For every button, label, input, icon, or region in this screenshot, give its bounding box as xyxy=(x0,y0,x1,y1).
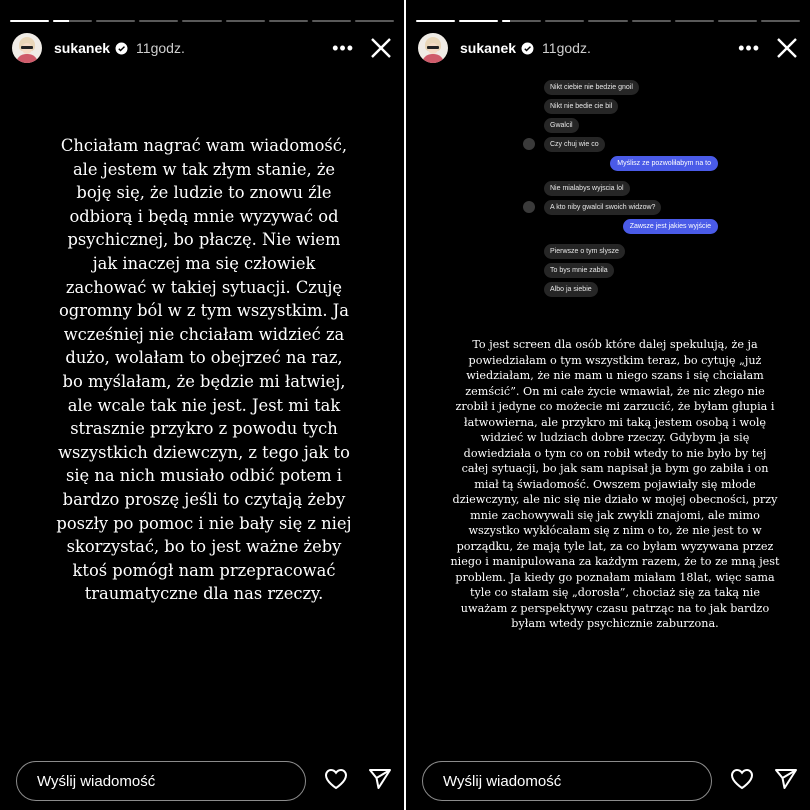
chat-message xyxy=(518,262,718,278)
chat-message xyxy=(518,79,718,95)
chat-message xyxy=(518,243,718,259)
received-bubble: Nie mialabys wyjscia lol xyxy=(544,181,630,196)
verified-icon xyxy=(521,42,534,55)
send-icon[interactable] xyxy=(774,768,798,795)
progress-segment xyxy=(182,20,221,22)
chat-message xyxy=(518,218,718,234)
username[interactable]: sukanek xyxy=(460,40,517,56)
progress-segment xyxy=(632,20,671,22)
progress-segment xyxy=(416,20,455,22)
more-icon[interactable]: ••• xyxy=(332,38,354,58)
progress-segment xyxy=(139,20,178,22)
progress-segment xyxy=(355,20,394,22)
story-text: Chciałam nagrać wam wiadomość, ale jestem w tak złym stanie, że boję się, że ludzie to znowu źle odbiorą i będą mnie wyzywać od psychicznej, bo płaczę. Nie wiem jak inaczej ma się człowiek zachować w takiej sytuacji. Czuję ogromny ból w z tym wszystkim. Ja wcześniej nie chciałam widzieć za dużo, wolałam to obejrzeć na raz, bo myślałam, że będzie mi łatwiej, ale wcale tak nie jest. Jest mi tak strasznie przykro z powodu tych wszystkich dziewczyn, z tego jak to się na nich musiało odbić potem i bardzo proszę jeśli to czytają żeby poszły po pomoc i nie bały się z niej skorzystać, bo to jest ważne żeby ktoś pomógł nam przepracować traumatyczne dla nas rzeczy. xyxy=(56,136,352,604)
chat-message xyxy=(518,281,718,297)
more-icon[interactable]: ••• xyxy=(738,38,760,58)
reply-input[interactable]: Wyślij wiadomość xyxy=(422,761,712,801)
story-header xyxy=(12,32,392,64)
received-bubble: Gwalcil xyxy=(544,118,579,133)
sent-bubble: Zawsze jest jakies wyjście xyxy=(623,219,718,234)
close-icon[interactable] xyxy=(370,37,392,59)
chat-message xyxy=(518,180,718,196)
received-bubble: Nikt nie bedie cie bil xyxy=(544,99,618,114)
story-progress-bar xyxy=(416,20,800,22)
received-bubble: A kto niby gwalcil swoich widzow? xyxy=(544,200,661,215)
progress-segment xyxy=(459,20,498,22)
progress-segment xyxy=(10,20,49,22)
reply-input[interactable]: Wyślij wiadomość xyxy=(16,761,306,801)
chat-avatar xyxy=(523,201,535,213)
heart-icon[interactable] xyxy=(730,768,754,795)
story-footer xyxy=(16,760,390,802)
post-time: 11godz. xyxy=(136,40,185,56)
avatar[interactable] xyxy=(418,33,448,63)
chat-message xyxy=(518,117,718,133)
heart-icon[interactable] xyxy=(324,768,348,795)
post-time: 11godz. xyxy=(542,40,591,56)
received-bubble: Nikt ciebie nie bedzie gnoil xyxy=(544,80,639,95)
chat-message xyxy=(518,98,718,114)
story-footer xyxy=(422,760,796,802)
chat-message xyxy=(518,136,718,152)
chat-avatar xyxy=(523,138,535,150)
chat-message xyxy=(518,155,718,171)
progress-segment xyxy=(502,20,541,22)
sent-bubble: Myślisz ze pozwoliłabym na to xyxy=(610,156,718,171)
progress-segment xyxy=(545,20,584,22)
verified-icon xyxy=(115,42,128,55)
story-text: To jest screen dla osób które dalej spekulują, że ja powiedziałam o tym wszystkim teraz, bo cytuję „już wiedziałam, że nie mam u niego szans i się chciałam zemścić”. On mi całe życie wmawiał, że nic złego nie zrobił i jedyne co możecie mi zarzucić, że byłam głupia i łatwowierna, ale przykro mi taką jestem osobą i wolę widzieć w ludziach dobre rzeczy. Gdybym ja się dowiedziała o tym co on robił wtedy to nie było by tej całej sytuacji, bo jak sam napisał ja bym go zabiła i on miał tą świadomość. Owszem pojawiały się młode dziewczyny, ale nic się nie działo w mojej obecności, przy mnie zachowywali się jak zwykli znajomi, ale mimo wszystko wykłócałam się z nim o to, że nie jest to w porządku, że mają tyle lat, za co byłam wyzywana przez niego i manipulowana za każdym razem, że to ze mną jest problem. Ja kiedy go poznałam miałam 18lat, więc sama tyle co stałam się „dorosła”, chociaż się za taką nie uważam z perspektywy czasu patrząc na to jak bardzo byłam wtedy psychicznie zaburzona. xyxy=(450,338,780,630)
progress-segment xyxy=(718,20,757,22)
progress-segment xyxy=(226,20,265,22)
username[interactable]: sukanek xyxy=(54,40,111,56)
close-icon[interactable] xyxy=(776,37,798,59)
story-panel-right xyxy=(406,0,810,810)
story-panel-left xyxy=(0,0,404,810)
received-bubble: Albo ja siebie xyxy=(544,282,598,297)
received-bubble: Czy chuj wie co xyxy=(544,137,605,152)
received-bubble: To bys mnie zabila xyxy=(544,263,614,278)
chat-message xyxy=(518,199,718,215)
send-icon[interactable] xyxy=(368,768,392,795)
progress-segment xyxy=(761,20,800,22)
progress-segment xyxy=(269,20,308,22)
progress-segment xyxy=(675,20,714,22)
chat-screenshot xyxy=(518,79,718,300)
avatar[interactable] xyxy=(12,33,42,63)
progress-segment xyxy=(588,20,627,22)
story-progress-bar xyxy=(10,20,394,22)
progress-segment xyxy=(96,20,135,22)
progress-segment xyxy=(53,20,92,22)
story-header xyxy=(418,32,798,64)
progress-segment xyxy=(312,20,351,22)
received-bubble: Pierwsze o tym slysze xyxy=(544,244,625,259)
